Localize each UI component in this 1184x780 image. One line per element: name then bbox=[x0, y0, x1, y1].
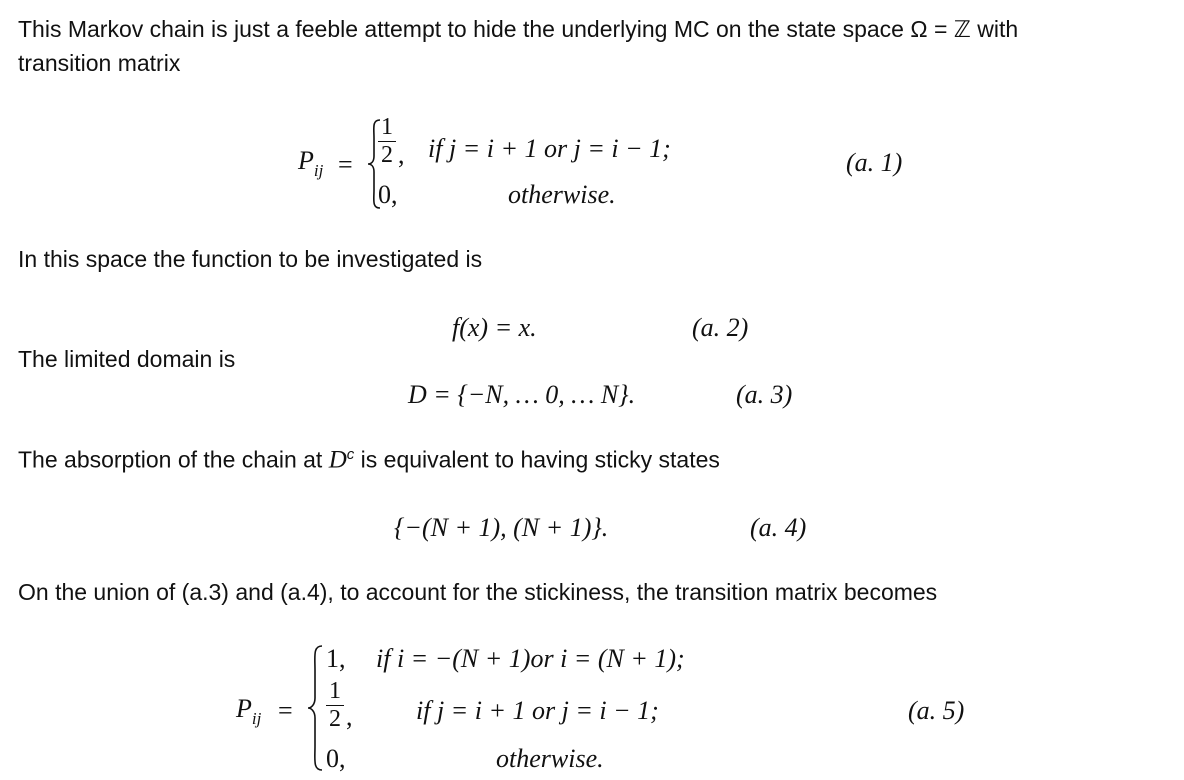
eq-a5-label: (a. 5) bbox=[908, 696, 965, 725]
eq-a1-equals: = bbox=[338, 150, 353, 179]
eq-a5-comma: , bbox=[346, 702, 353, 731]
text-domain: The limited domain is bbox=[18, 346, 236, 372]
eq-a5-case1-value: 1, bbox=[326, 644, 346, 673]
eq-a1-lhs: $P_{ij}$ bbox=[298, 146, 324, 180]
eq-a5-case3-condition: otherwise. bbox=[496, 744, 604, 773]
eq-a1-label: (a. 1) bbox=[846, 148, 903, 177]
eq-a5-equals: = bbox=[278, 696, 293, 725]
eq-a5-case3-value: 0, bbox=[326, 744, 346, 773]
text-union: On the union of (a.3) and (a.4), to account for the stickiness, the transition matrix becomes bbox=[18, 579, 938, 605]
intro-line-1: This Markov chain is just a feeble attempt to hide the underlying MC on the state space Ω = ℤ with bbox=[18, 16, 1019, 42]
eq-a2-label: (a. 2) bbox=[692, 313, 749, 342]
eq-a3-expression: D = {−N, … 0, … N}. bbox=[408, 380, 636, 409]
eq-a5-brace bbox=[306, 644, 324, 772]
eq-a1-fraction: 1 2 bbox=[378, 114, 396, 169]
eq-a5-lhs: $P_{ij}$ bbox=[236, 694, 262, 728]
eq-a2-expression: f(x) = x. bbox=[452, 313, 537, 342]
eq-a1-comma: , bbox=[398, 140, 405, 169]
eq-a4-label: (a. 4) bbox=[750, 513, 807, 542]
intro-line-2: transition matrix bbox=[18, 50, 181, 76]
eq-a1-case1-condition: if j = i + 1 or j = i − 1; bbox=[428, 134, 671, 163]
eq-a4-expression: {−(N + 1), (N + 1)}. bbox=[394, 513, 609, 542]
eq-a5-case2-condition: if j = i + 1 or j = i − 1; bbox=[416, 696, 659, 725]
eq-a1-case2-value: 0, bbox=[378, 180, 398, 209]
eq-a5-case1-condition: if i = −(N + 1)or i = (N + 1); bbox=[376, 644, 685, 673]
eq-a1-case2-condition: otherwise. bbox=[508, 180, 616, 209]
text-absorption: The absorption of the chain at $D^c$ is equivalent to having sticky states bbox=[18, 446, 720, 474]
eq-a5-fraction: 1 2 bbox=[326, 678, 344, 733]
eq-a3-label: (a. 3) bbox=[736, 380, 793, 409]
text-function: In this space the function to be investigated is bbox=[18, 246, 483, 272]
